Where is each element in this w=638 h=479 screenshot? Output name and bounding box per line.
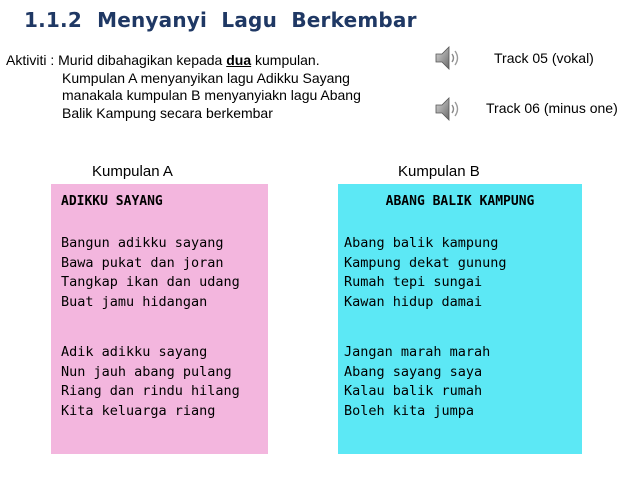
section-number: 1.1.2 [24, 8, 82, 32]
lyric-line: Abang sayang saya [344, 363, 483, 380]
track-06-label[interactable]: Track 06 (minus one) [486, 100, 618, 116]
lyric-line: Kalau balik rumah [344, 383, 483, 399]
lyric-line: Bangun adikku sayang [61, 235, 224, 251]
activity-suffix: kumpulan. [251, 52, 320, 68]
lyric-line: Buat jamu hidangan [61, 293, 208, 310]
verse [344, 343, 490, 421]
group-a-lyrics-box [51, 184, 268, 454]
section-title-text: Menyanyi Lagu Berkembar [97, 8, 417, 32]
activity-description [6, 52, 426, 122]
verse [344, 234, 507, 312]
song-title: ADIKKU SAYANG [61, 194, 163, 209]
lyric-line: Adik adikku sayang [61, 344, 208, 360]
lyric-line: Riang dan rindu hilang [61, 383, 240, 399]
song-title: ABANG BALIK KAMPUNG [385, 194, 535, 209]
lyric-line: Rumah tepi sungai [344, 274, 483, 290]
lyric-line: Kita keluarga riang [61, 402, 216, 419]
activity-line: Balik Kampung secara berkembar [62, 104, 273, 121]
group-b-lyrics-box [338, 184, 582, 454]
lyric-line: Tangkap ikan dan udang [61, 274, 240, 290]
track-05-label[interactable]: Track 05 (vokal) [494, 50, 594, 66]
activity-first-line [6, 52, 426, 70]
lyric-line: Abang balik kampung [344, 235, 499, 251]
lyric-line: Kampung dekat gunung [344, 254, 507, 271]
lyric-line: Bawa pukat dan joran [61, 254, 224, 271]
group-b-heading: Kumpulan B [398, 163, 480, 180]
activity-line: manakala kumpulan B menyanyiakn lagu Abang [62, 87, 361, 103]
activity-line: Kumpulan A menyanyikan lagu Adikku Sayang [62, 69, 350, 86]
activity-prefix: Aktiviti : Murid dibahagikan kepada [6, 52, 227, 68]
lyric-line: Jangan marah marah [344, 344, 491, 360]
verse [61, 343, 240, 421]
speaker-icon[interactable] [433, 94, 463, 124]
lyric-line: Kawan hidup damai [344, 293, 483, 310]
speaker-icon[interactable] [433, 43, 463, 73]
verse [61, 234, 240, 312]
group-a-heading: Kumpulan A [92, 163, 173, 180]
lyric-line: Boleh kita jumpa [344, 402, 475, 419]
lyric-line: Nun jauh abang pulang [61, 363, 232, 380]
slide-title [24, 8, 417, 32]
activity-emphasis: dua [226, 52, 252, 68]
